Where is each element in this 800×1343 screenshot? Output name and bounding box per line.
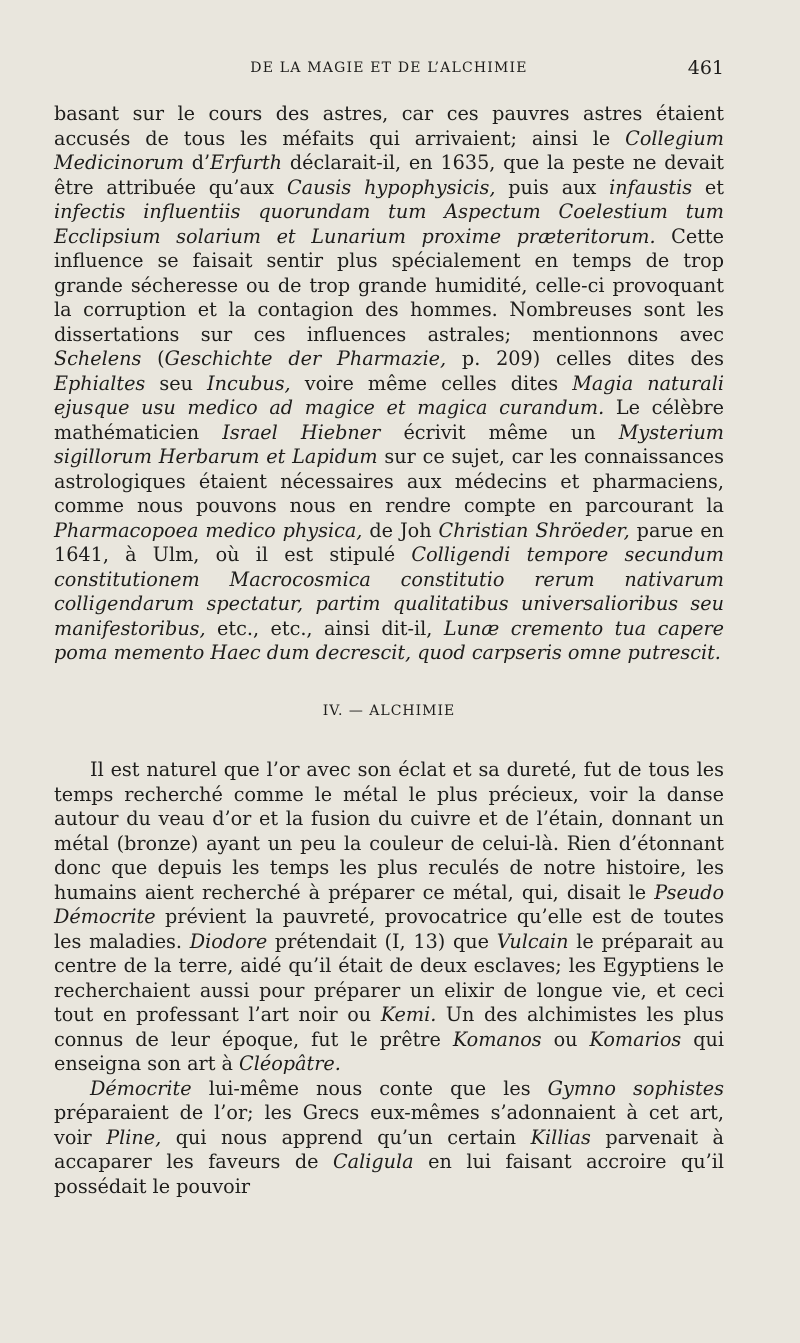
section-title: IV. — ALCHIMIE: [322, 702, 456, 719]
paragraph-democrite: Démocrite lui-même nous conte que les Gymno sophistes préparaient de l’or; les Grecs eux-mêmes s’adonnaient à cet art, voir Pline, qui nous apprend qu’un certain Killias parvenait à accaparer les faveurs de Caligula en lui faisant accroire qu’il possédait le pouvoir: [54, 1076, 724, 1198]
page-number: 461: [687, 57, 724, 79]
body-text: [54, 102, 724, 1199]
paragraph-gold: Il est naturel que l’or avec son éclat et sa dureté, fut de tous les temps recherché comme le métal le plus précieux, voir la danse autour du veau d’or et la fusion du cuivre et de l’étain, donnant un métal (bronze) ayant un peu la couleur de celui-là. Rien d’étonnant donc que depuis les temps les plus reculés de notre histoire, les humains aient recherché à préparer ce métal, qui, disait le Pseudo Démocrite prévient la pauvreté, provocatrice qu’elle est de toutes les maladies. Diodore prétendait (I, 13) que Vulcain le préparait au centre de la terre, aidé qu’il était de deux esclaves; les Egyptiens le recherchaient aussi pour préparer un elixir de longue vie, et ceci tout en professant l’art noir ou Kemi. Un des alchimistes les plus connus de leur époque, fut le prêtre Komanos ou Komarios qui enseigna son art à Cléopâtre.: [54, 758, 725, 1075]
running-head: [54, 57, 724, 84]
paragraph-astrology-continued: basant sur le cours des astres, car ces pauvres astres étaient accusés de tous les méfaits qui arrivaient; ainsi le Collegium Medicinorum d’Erfurth déclarait-il, en 1635, que la peste ne devait être attribuée qu’aux Causis hypophysicis, puis aux infaustis et infectis influentiis quorundam tum Aspectum Coelestium tum Ecclipsium solarium et Lunarium proxime præteritorum. Cette influence se faisait sentir plus spécialement en temps de trop grande sécheresse ou de trop grande humidité, celle-ci provoquant la corruption et la contagion des hommes. Nombreuses sont les dissertations sur ces influences astrales; mentionnons avec Schelens (Geschichte der Pharmazie, p. 209) celles dites des Ephialtes seu Incubus, voire même celles dites Magia naturali ejusque usu medico ad magice et magica curandum. Le célèbre mathématicien Israel Hiebner écrivit même un Mysterium sigillorum Herbarum et Lapidum sur ce sujet, car les connaissances astrologiques étaient nécessaires aux médecins et pharmaciens, comme nous pouvons nous en rendre compte en parcourant la Pharmacopoea medico physica, de Joh Christian Shröeder, parue en 1641, à Ulm, où il est stipulé Colligendi tempore secundum constitutionem Macrocosmica constitutio rerum nativarum colligendarum spectatur, partim qualitatibus universalioribus seu manifestoribus, etc., etc., ainsi dit-il, Lunæ cremento tua capere poma memento Haec dum decrescit, quod carpseris omne putrescit.: [54, 102, 725, 664]
running-head-title: DE LA MAGIE ET DE L’ALCHIMIE: [250, 60, 528, 76]
